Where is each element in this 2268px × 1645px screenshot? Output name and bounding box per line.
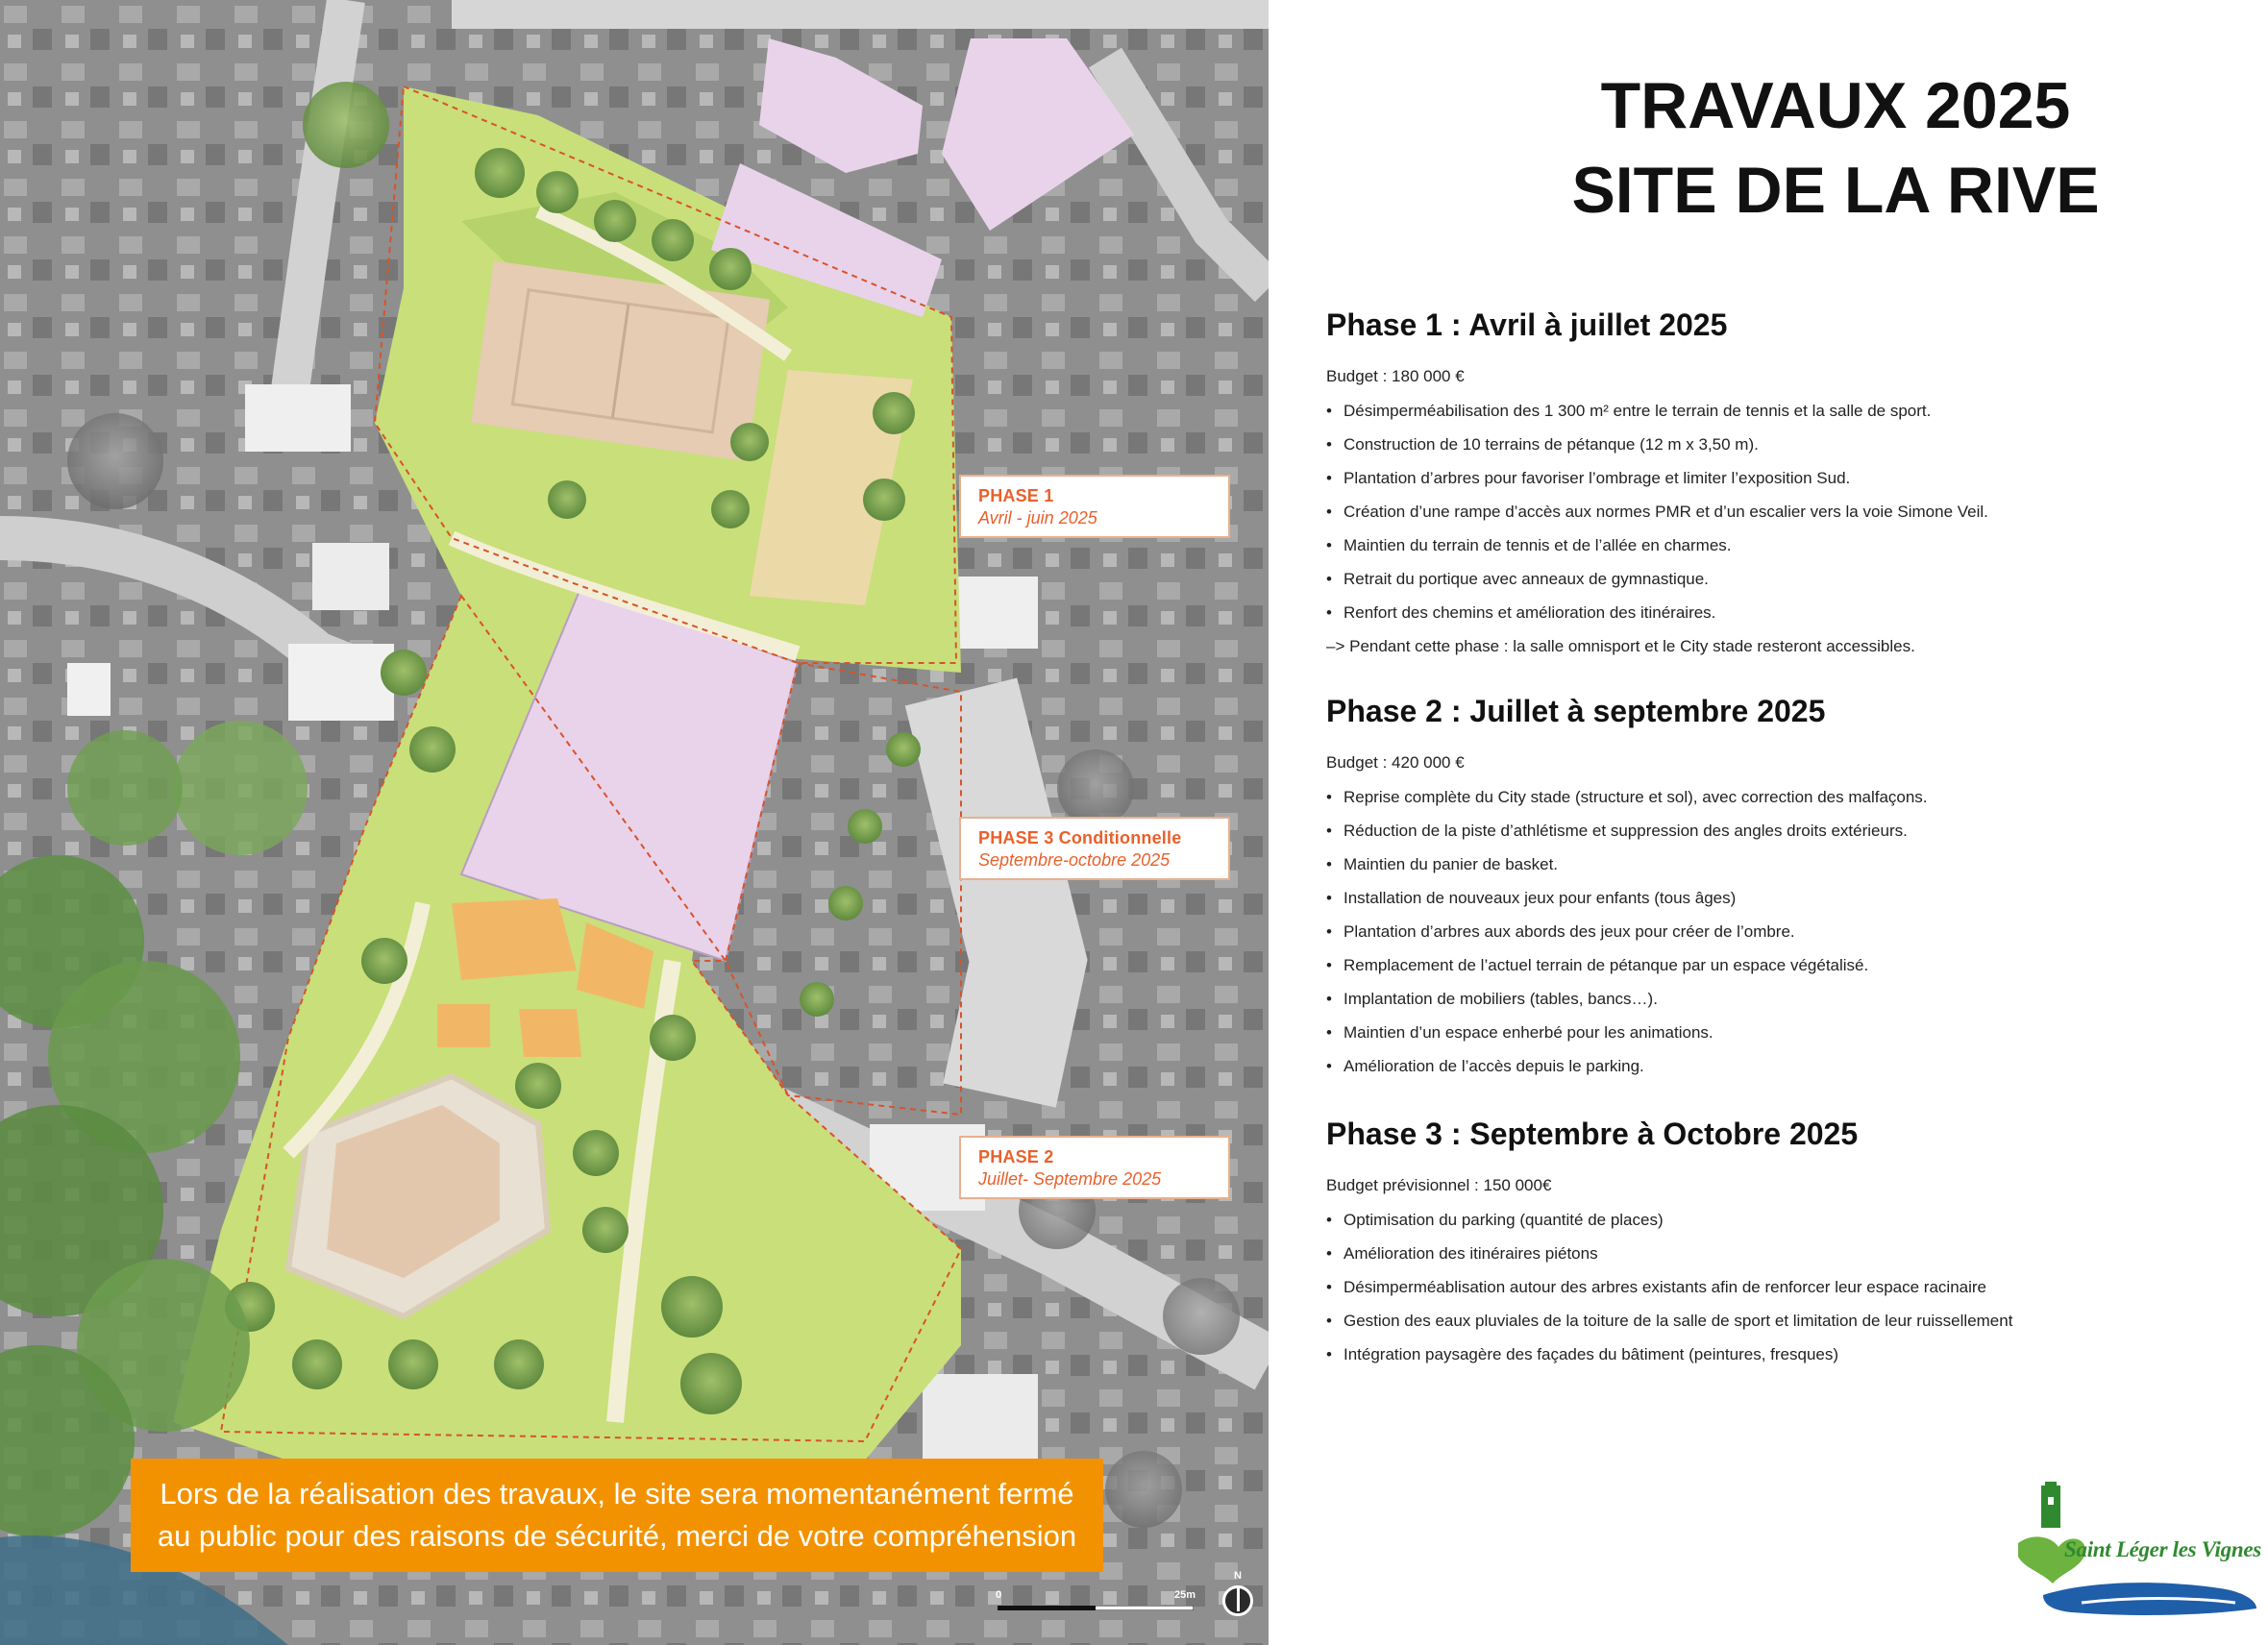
- map-label-phase3: [959, 817, 1230, 880]
- scale-bar: [996, 1589, 1196, 1618]
- info-panel: [1269, 0, 2268, 1645]
- phase-3-list: [1326, 1203, 2249, 1371]
- list-item: • Désimperméablisation autour des arbres existants afin de renforcer leur espace racinaire: [1326, 1270, 2249, 1304]
- list-item: • Plantation d’arbres aux abords des jeux pour créer de l’ombre.: [1326, 915, 2249, 948]
- map-label-phase2-title: PHASE 2: [978, 1147, 1054, 1166]
- list-item: • Gestion des eaux pluviales de la toiture de la salle de sport et limitation de leur ruissellement: [1326, 1304, 2249, 1338]
- scale-end-label: 25m: [1174, 1589, 1196, 1601]
- map-label-phase2: [959, 1136, 1230, 1199]
- list-item: • Maintien du panier de basket.: [1326, 847, 2249, 881]
- phase-1-heading: Phase 1 : Avril à juillet 2025: [1326, 307, 1728, 342]
- list-item: • Retrait du portique avec anneaux de gymnastique.: [1326, 562, 2249, 596]
- playground-4: [519, 1009, 581, 1057]
- building: [67, 663, 111, 716]
- logo-text: Saint Léger les Vignes: [2064, 1537, 2261, 1561]
- map-label-phase1-title: PHASE 1: [978, 486, 1054, 505]
- parking-street: [961, 692, 1028, 1095]
- map-label-phase1: [959, 475, 1230, 538]
- list-item: • Remplacement de l’actuel terrain de pétanque par un espace végétalisé.: [1326, 948, 2249, 982]
- phase-3-section: [1326, 1115, 2249, 1371]
- title-line1: TRAVAUX 2025: [1600, 69, 2071, 142]
- map-label-phase3-title: PHASE 3 Conditionnelle: [978, 828, 1182, 847]
- title-line2: SITE DE LA RIVE: [1571, 154, 2100, 227]
- closure-notice: [131, 1459, 1103, 1572]
- list-item: • Optimisation du parking (quantité de places): [1326, 1203, 2249, 1237]
- list-item: • Installation de nouveaux jeux pour enfants (tous âges): [1326, 881, 2249, 915]
- list-item: • Maintien d’un espace enherbé pour les animations.: [1326, 1016, 2249, 1049]
- list-item: • Désimperméabilisation des 1 300 m² entre le terrain de tennis et la salle de sport.: [1326, 394, 2249, 428]
- map-label-phase3-dates: Septembre-octobre 2025: [978, 850, 1171, 870]
- scale-start-label: 0: [996, 1589, 1002, 1601]
- phase-1-note: –> Pendant cette phase : la salle omnisport et le City stade resteront accessibles.: [1326, 637, 1915, 655]
- list-item: • Réduction de la piste d’athlétisme et suppression des angles droits extérieurs.: [1326, 814, 2249, 847]
- north-needle-icon: [1237, 1588, 1240, 1611]
- list-item: • Reprise complète du City stade (structure et sol), avec correction des malfaçons.: [1326, 780, 2249, 814]
- building: [288, 644, 394, 721]
- north-letter: N: [1234, 1570, 1242, 1582]
- page-title: [1547, 63, 2124, 233]
- playground-3: [437, 1004, 490, 1047]
- phase-1-section: [1326, 306, 2249, 663]
- phase-2-section: [1326, 692, 2249, 1083]
- phase-2-budget: Budget : 420 000 €: [1326, 753, 1465, 772]
- list-item: • Construction de 10 terrains de pétanque (12 m x 3,50 m).: [1326, 428, 2249, 461]
- phase-1-list: [1326, 394, 2249, 629]
- closure-notice-line1: Lors de la réalisation des travaux, le site sera momentanément fermé: [160, 1477, 1074, 1510]
- list-item: • Amélioration des itinéraires piétons: [1326, 1237, 2249, 1270]
- list-item: • Implantation de mobiliers (tables, bancs…).: [1326, 982, 2249, 1016]
- list-item: • Amélioration de l’accès depuis le parking.: [1326, 1049, 2249, 1083]
- closure-notice-line2: au public pour des raisons de sécurité, merci de votre compréhension: [157, 1519, 1077, 1553]
- building: [312, 543, 389, 610]
- phase-3-heading: Phase 3 : Septembre à Octobre 2025: [1326, 1117, 1859, 1151]
- list-item: • Renfort des chemins et amélioration des itinéraires.: [1326, 596, 2249, 629]
- phase-2-heading: Phase 2 : Juillet à septembre 2025: [1326, 694, 1826, 728]
- building: [245, 384, 351, 452]
- town-logo: [2005, 1480, 2268, 1624]
- map-label-phase1-dates: Avril - juin 2025: [978, 508, 1097, 528]
- north-arrow: [1215, 1570, 1263, 1626]
- list-item: • Plantation d’arbres pour favoriser l’ombrage et limiter l’exposition Sud.: [1326, 461, 2249, 495]
- list-item: • Intégration paysagère des façades du bâtiment (peintures, fresques): [1326, 1338, 2249, 1371]
- list-item: • Maintien du terrain de tennis et de l’allée en charmes.: [1326, 528, 2249, 562]
- list-item: • Création d’une rampe d’accès aux normes PMR et d’un escalier vers la voie Simone Veil.: [1326, 495, 2249, 528]
- phase-1-budget: Budget : 180 000 €: [1326, 367, 1465, 385]
- phase-3-budget: Budget prévisionnel : 150 000€: [1326, 1176, 1552, 1194]
- map-label-phase2-dates: Juillet- Septembre 2025: [978, 1169, 1162, 1189]
- playground-1: [452, 898, 577, 980]
- phase-2-list: [1326, 780, 2249, 1083]
- scale-line: [998, 1606, 1194, 1610]
